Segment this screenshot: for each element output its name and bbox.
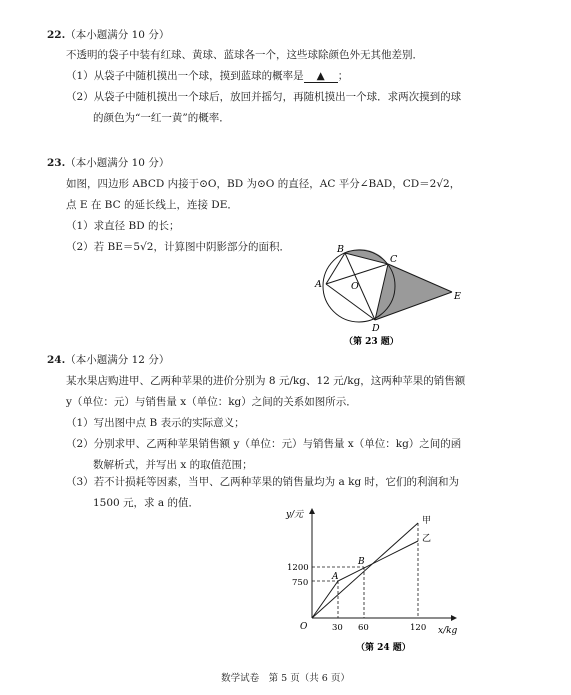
segment-ab [326, 253, 345, 284]
label-e: E [454, 291, 461, 302]
line-yi [312, 541, 418, 618]
q23-line1: 如图，四边形 ABCD 内接于⊙O，BD 为⊙O 的直径，AC 平分∠BAD，CD＝2√2， [66, 178, 461, 190]
q23-part1: （1）求直径 BD 的长； [66, 220, 180, 232]
q22-part2-line1: （2）从袋子中随机摸出一个球后，放回并摇匀，再随机摸出一个球．求两次摸到的球 [66, 91, 462, 103]
point-a-label: A [332, 572, 339, 582]
x-tick-120: 120 [410, 623, 427, 633]
q24-figure-caption: （第 24 题） [356, 643, 411, 653]
q24-line2: y（单位：元）与销售量 x（单位：kg）之间的关系如图所示． [66, 396, 357, 408]
label-o: O [351, 281, 359, 292]
y-axis-label: y/元 [286, 510, 304, 520]
q22-number: 22. [47, 29, 66, 41]
q22-intro: 不透明的袋子中装有红球、黄球、蓝球各一个，这些球除颜色外无其他差别． [66, 49, 423, 61]
q22-part2-line2: 的颜色为“一红一黄”的概率． [93, 112, 230, 124]
q23-line2: 点 E 在 BC 的延长线上，连接 DE． [66, 199, 238, 211]
q23-heading [47, 155, 169, 170]
q24-score: （本小题满分 12 分） [65, 354, 170, 366]
label-d: D [372, 323, 380, 334]
q22-part1 [66, 68, 348, 83]
label-a: A [315, 279, 322, 290]
q24-part1: （1）写出图中点 B 表示的实际意义； [66, 417, 245, 429]
x-axis-label: x/kg [438, 626, 458, 636]
q23-figure-caption: （第 23 题） [344, 337, 399, 347]
q23-part2: （2）若 BE＝5√2，计算图中阴影部分的面积． [66, 241, 290, 253]
q24-line1: 某水果店购进甲、乙两种苹果的进价分别为 8 元/kg、12 元/kg，这两种苹果的销售额 [66, 375, 466, 387]
origin-label: O [300, 622, 308, 632]
triangle-icon: ▲ [316, 70, 325, 82]
q22-heading [47, 27, 169, 42]
q23-number: 23. [47, 157, 66, 169]
q23-score: （本小题满分 10 分） [65, 157, 170, 169]
y-tick-1200: 1200 [287, 563, 309, 573]
segment-bd [345, 253, 375, 320]
q24-part2-line2: 数解析式，并写出 x 的取值范围； [93, 459, 253, 471]
q24-number: 24. [47, 354, 66, 366]
q22-answer-blank [304, 70, 338, 83]
q24-part3-line1: （3）若不计损耗等因素，当甲、乙两种苹果的销售量均为 a kg 时，它们的利润和为 [66, 476, 460, 488]
series-yi-label: 乙 [422, 534, 432, 544]
label-b: B [337, 244, 344, 255]
q24-heading [47, 352, 169, 367]
y-tick-750: 750 [292, 578, 309, 588]
x-tick-60: 60 [358, 623, 369, 633]
q23-figure [300, 240, 480, 350]
line-jia [312, 523, 418, 618]
q24-figure [280, 505, 470, 655]
shaded-segment-bc [345, 249, 388, 264]
q22-part1-text: （1）从袋子中随机摸出一个球，摸到蓝球的概率是 [66, 70, 304, 82]
point-b-label: B [358, 557, 365, 567]
q22-score: （本小题满分 10 分） [65, 29, 170, 41]
q22-part1-end: ； [337, 70, 349, 82]
series-jia-label: 甲 [422, 516, 432, 526]
x-tick-30: 30 [332, 623, 343, 633]
label-c: C [390, 254, 398, 265]
q24-part2-line1: （2）分别求甲、乙两种苹果销售额 y（单位：元）与销售量 x（单位：kg）之间的函 [66, 438, 462, 450]
q24-part3-line2: 1500 元，求 a 的值． [93, 497, 199, 509]
page-footer: 数学试卷 第 5 页（共 6 页） [221, 673, 350, 684]
